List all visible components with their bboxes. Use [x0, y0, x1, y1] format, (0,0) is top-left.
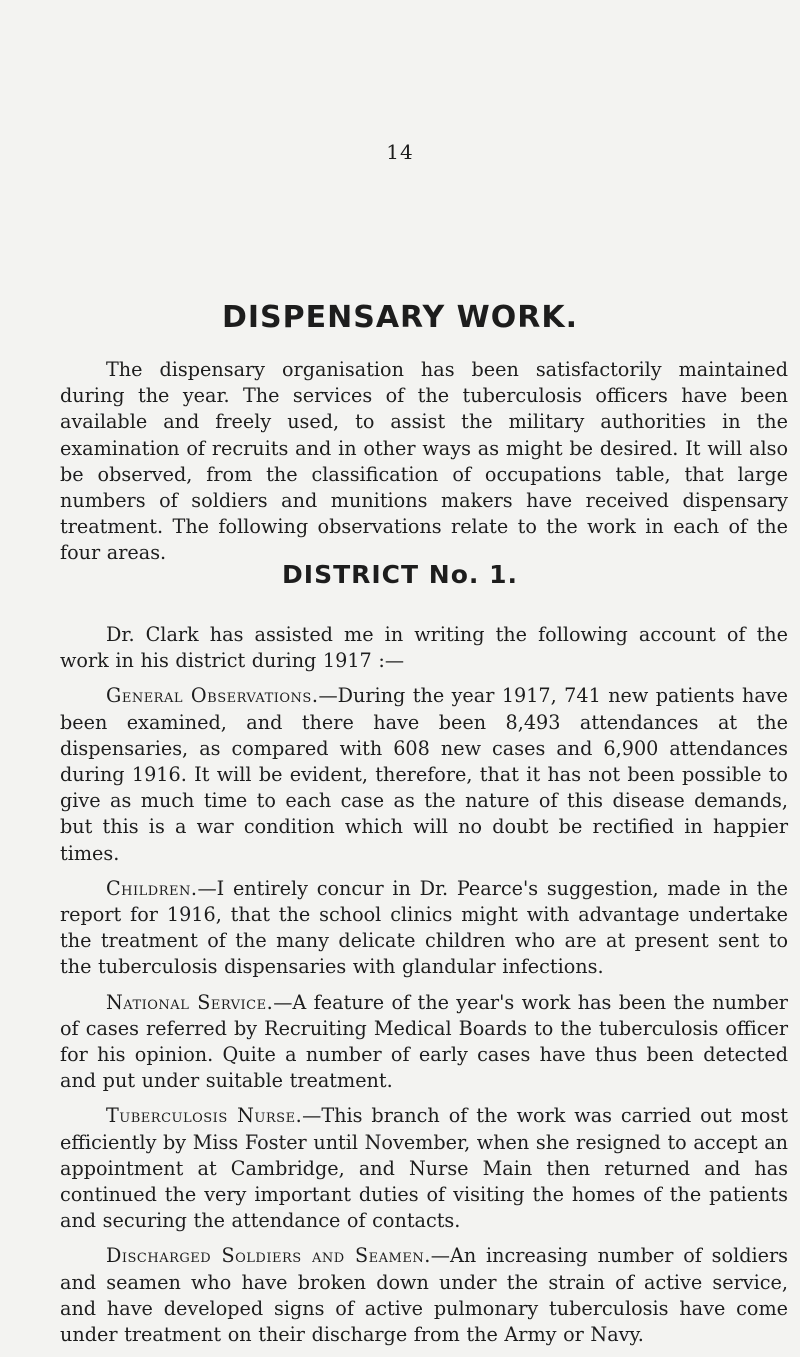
section-text: —An increasing number of soldiers and seamen who have broken down under the strain of active service, and have developed signs of active pulmonary tuberculosis have come under treatment on their discharge from the Army or Navy. [60, 1244, 788, 1347]
section-heading: Children. [106, 876, 198, 900]
section-national-service [60, 990, 788, 1095]
district-heading: DISTRICT No. 1. [282, 560, 518, 589]
district-body [60, 622, 788, 1357]
page-title: DISPENSARY WORK. [221, 300, 579, 335]
section-text: —This branch of the work was carried out most efficiently by Miss Foster until November, when she resigned to accept an appointment at Cambridge, and Nurse Main then returned and has continued the very important duties of visiting the homes of the patients and securing the attendance of contacts. [60, 1104, 788, 1233]
section-heading: General Observations. [106, 684, 319, 708]
district-opening-paragraph: Dr. Clark has assisted me in writing the following account of the work in his district during 1917 :— [60, 623, 788, 673]
page-number: 14 [386, 140, 414, 164]
intro-paragraph: The dispensary organisation has been satisfactorily maintained during the year. The services of the tuberculosis officers have been available and freely used, to assist the military authorities in the examination of recruits and in other ways as might be desired. It will also be observed, from the classification of occupations table, that large numbers of soldiers and munitions makers have received dispensary treatment. The following observations relate to the work in each of the four areas. [60, 358, 788, 565]
section-text: —I entirely concur in Dr. Pearce's suggestion, made in the report for 1916, that the school clinics might with advantage undertake the treatment of the many delicate children who are at present sent to the tuberculosis dispensaries with glandular infections. [60, 876, 788, 979]
section-heading: Tuberculosis Nurse. [106, 1104, 303, 1128]
section-text: —A feature of the year's work has been the number of cases referred by Recruiting Medical Boards to the tuberculosis officer for his opinion. Quite a number of early cases have thus been detected and put under suitable treatment. [60, 990, 788, 1093]
section-heading: Discharged Soldiers and Seamen. [106, 1244, 431, 1268]
section-heading: National Service. [106, 990, 274, 1014]
section-general-observations [60, 683, 788, 866]
section-text: —During the year 1917, 741 new patients have been examined, and there have been 8,493 attendances at the dispensaries, as compared with 608 new cases and 6,900 attendances during 1916. It will be evident, therefore, that it has not been possible to give as much time to each case as the nature of this disease demands, but this is a war condition which will no doubt be rectified in happier times. [60, 684, 789, 865]
section-discharged-soldiers [60, 1243, 788, 1348]
section-tuberculosis-nurse [60, 1103, 788, 1234]
section-children [60, 876, 788, 981]
